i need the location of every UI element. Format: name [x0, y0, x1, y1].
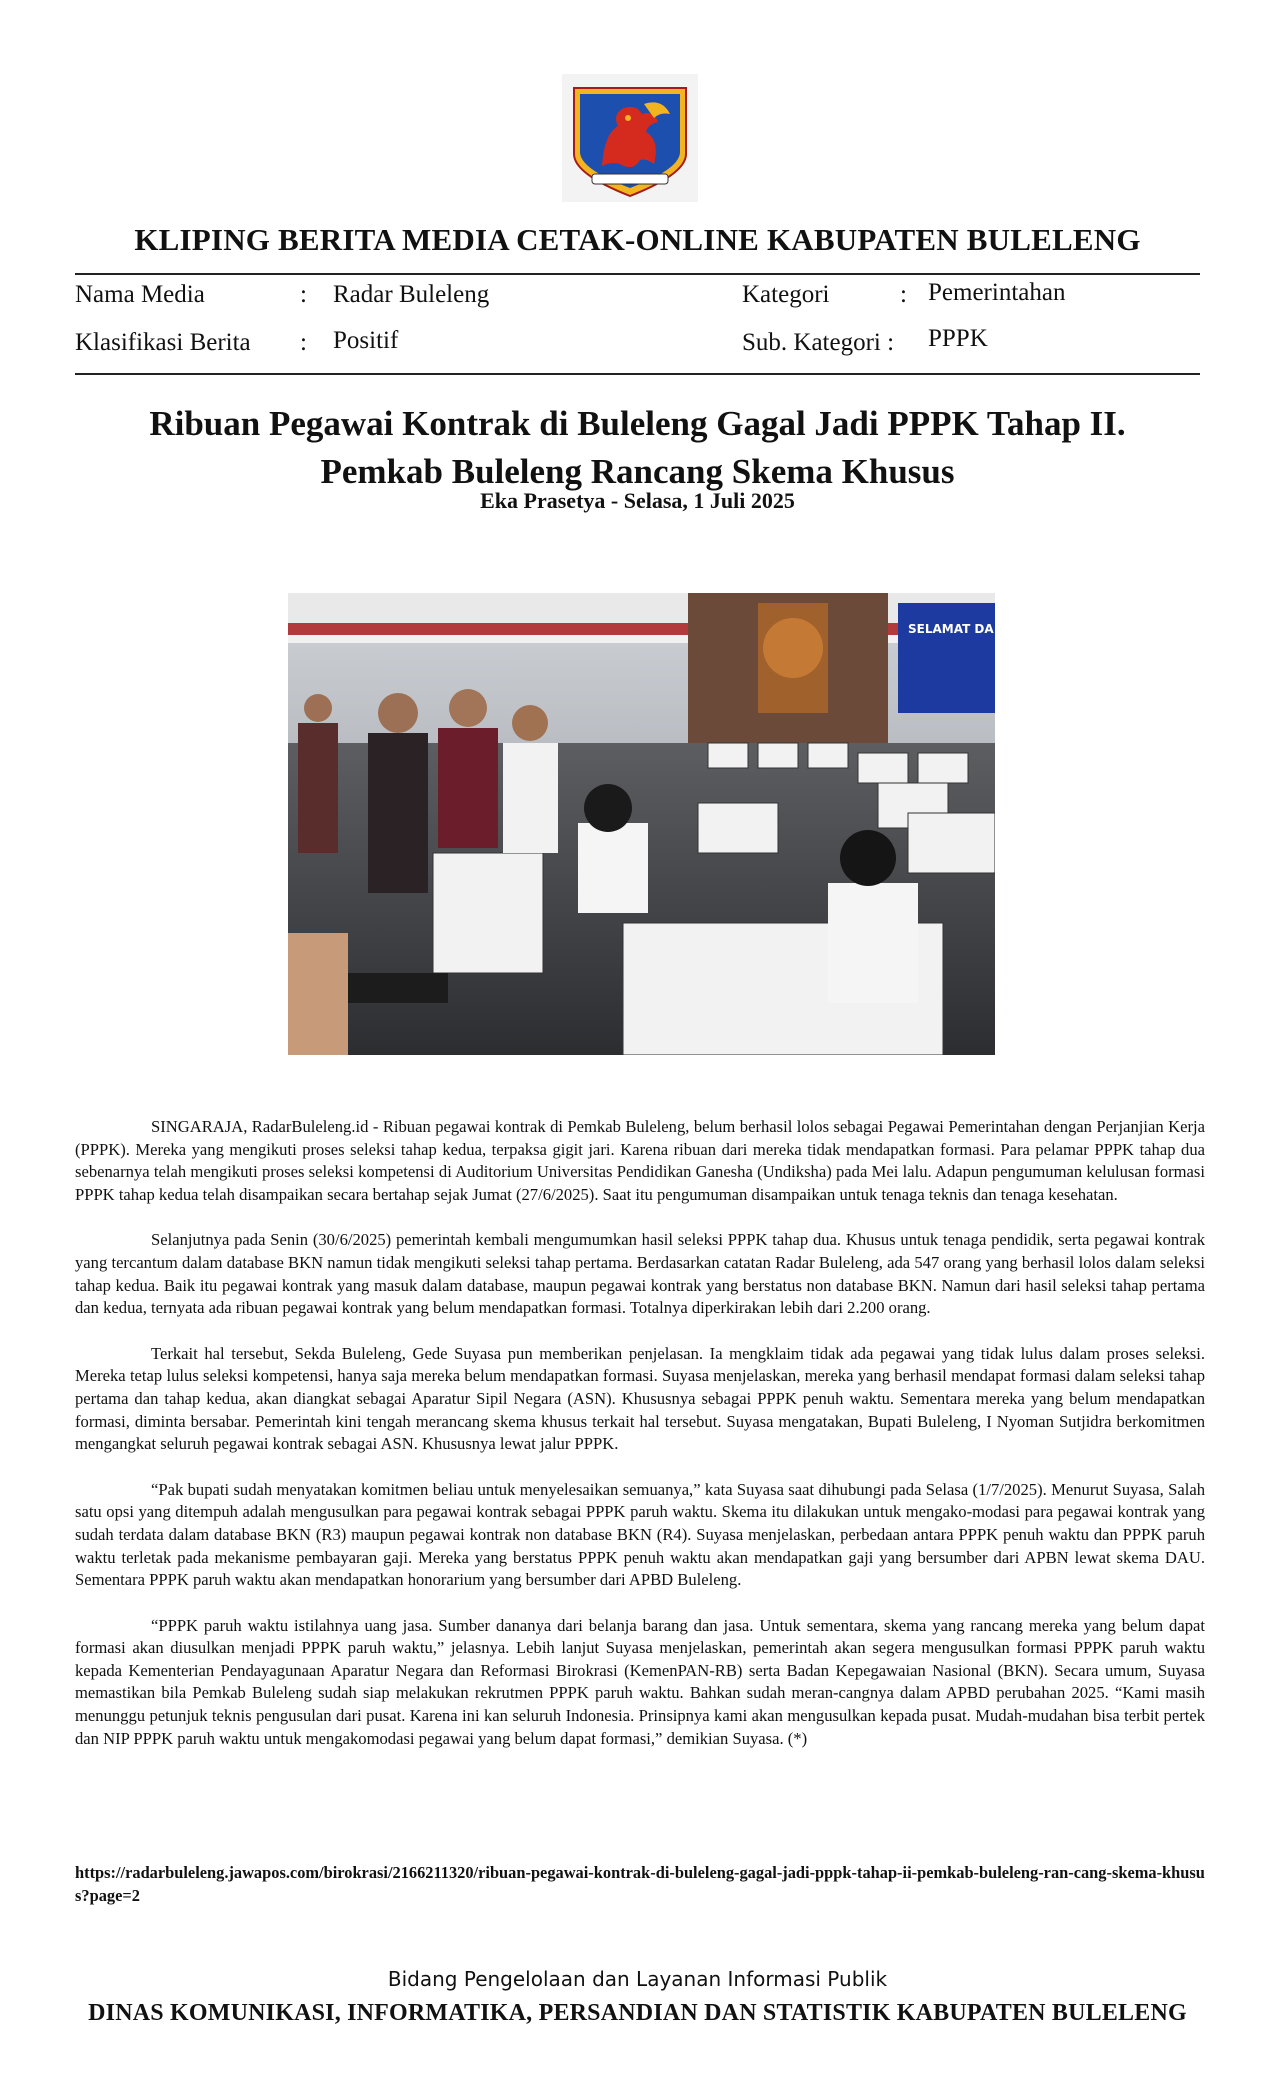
header-rule-top: [75, 273, 1200, 275]
kabupaten-buleleng-logo: [562, 74, 698, 202]
nama-media-colon: :: [300, 281, 307, 308]
kategori-colon: :: [900, 281, 907, 308]
klasifikasi-value: Positif: [333, 327, 399, 354]
article-body: [75, 1116, 1205, 1773]
footer-agency: DINAS KOMUNIKASI, INFORMATIKA, PERSANDIAN DAN STATISTIK KABUPATEN BULELENG: [88, 2000, 1187, 2026]
subkategori-value: PPPK: [928, 325, 988, 352]
article-paragraph-3: Terkait hal tersebut, Sekda Buleleng, Gede Suyasa pun memberikan penjelasan. Ia mengklaim tidak ada pegawai yang tidak lulus dalam proses seleksi. Mereka tetap lulus seleksi kompetensi, hanya saja mereka belum mendapatkan formasi. Suyasa menjelaskan, mereka yang berhasil mendapat formasi dalam seleksi tahap pertama dan tahap kedua, akan diangkat sebagai Aparatur Sipil Negara (ASN). Khususnya sebagai PPPK penuh waktu. Sementara mereka yang belum mendapatkan formasi, diminta bersabar. Pemerintah kini tengah merancang skema khusus terkait hal tersebut. Suyasa mengatakan, Bupati Buleleng, I Nyoman Sutjidra berkomitmen mengangkat seluruh pegawai kontrak sebagai ASN. Khususnya lewat jalur PPPK.: [75, 1343, 1205, 1454]
klasifikasi-label: Klasifikasi Berita: [75, 329, 251, 356]
footer-department: Bidang Pengelolaan dan Layanan Informasi Publik: [387, 1967, 888, 1991]
subkategori-label: Sub. Kategori :: [742, 329, 895, 356]
klasifikasi-colon: :: [300, 329, 307, 356]
document-header-title: KLIPING BERITA MEDIA CETAK-ONLINE KABUPATEN BULELENG: [134, 222, 1141, 257]
article-byline: Eka Prasetya - Selasa, 1 Juli 2025: [480, 488, 795, 513]
headline-line-2: Pemkab Buleleng Rancang Skema Khusus: [320, 452, 955, 491]
headline-line-1: Ribuan Pegawai Kontrak di Buleleng Gagal Jadi PPPK Tahap II.: [149, 404, 1126, 443]
article-paragraph-5: “PPPK paruh waktu istilahnya uang jasa. Sumber dananya dari belanja barang dan jasa. Untuk sementara, skema yang rancang mereka yang belum dapat formasi akan diusulkan menjadi PPPK paruh waktu,” jelasnya. Lebih lanjut Suyasa menjelaskan, pemerintah akan segera mengusulkan formasi PPPK paruh waktu kepada Kementerian Pendayagunaan Aparatur Negara dan Reformasi Birokrasi (KemenPAN-RB) serta Badan Kepegawaian Nasional (BKN). Secara umum, Suyasa memastikan bila Pemkab Buleleng sudah siap melakukan rekrutmen PPPK paruh waktu. Bahkan sudah meran-cangnya dalam APBD perubahan 2025. “Kami masih menunggu petunjuk teknis pengusulan dari pusat. Karena ini kan seluruh Indonesia. Prinsipnya kami akan mengusulkan kepada pusat. Mudah-mudahan bisa terbit pertek dan NIP PPPK paruh waktu untuk mengakomodasi pegawai yang belum dapat formasi,” demikian Suyasa. (*): [75, 1615, 1205, 1748]
photo-screen-text: SELAMAT DA: [908, 622, 994, 636]
article-paragraph-4: “Pak bupati sudah menyatakan komitmen beliau untuk menyelesaikan semuanya,” kata Suyasa saat dihubungi pada Selasa (1/7/2025). Menurut Suyasa, Salah satu opsi yang ditempuh adalah mengusulkan para pegawai kontrak sebagai PPPK paruh waktu. Skema itu dilakukan untuk mengako-modasi para pegawai kontrak yang sudah terdata dalam database BKN (R3) maupun pegawai kontrak non database BKN (R4). Suyasa menjelaskan, perbedaan antara PPPK penuh waktu dan PPPK paruh waktu terletak pada mekanisme pembayaran gaji. Mereka yang berstatus PPPK penuh waktu akan mendapatkan gaji yang bersumber dari APBN lewat skema DAU. Sementara PPPK paruh waktu akan mendapatkan honorarium yang bersumber dari APBD Buleleng.: [75, 1479, 1205, 1590]
article-photo: [288, 593, 995, 1055]
source-url-link[interactable]: https://radarbuleleng.jawapos.com/birokrasi/2166211320/ribuan-pegawai-kontrak-di-buleleng-gagal-jadi-pppk-tahap-ii-pemkab-buleleng-ran-cang-skema-khusus?page=2: [75, 1863, 1205, 1905]
article-paragraph-2: Selanjutnya pada Senin (30/6/2025) pemerintah kembali mengumumkan hasil seleksi PPPK tahap dua. Khusus untuk tenaga pendidik, serta pegawai kontrak yang tercantum dalam database BKN namun tidak mengikuti seleksi tahap pertama. Berdasarkan catatan Radar Buleleng, ada 547 orang yang berhasil lolos dalam seleksi tahap kedua. Baik itu pegawai kontrak yang masuk dalam database, maupun pegawai kontrak yang berstatus non database BKN. Namun dari hasil seleksi tahap pertama dan kedua, ternyata ada ribuan pegawai kontrak yang belum mendapatkan formasi. Totalnya diperkirakan lebih dari 2.200 orang.: [75, 1230, 1205, 1318]
kategori-label: Kategori: [742, 281, 830, 308]
nama-media-label: Nama Media: [75, 281, 205, 308]
article-paragraph-1: SINGARAJA, RadarBuleleng.id - Ribuan pegawai kontrak di Pemkab Buleleng, belum berhasil lolos sebagai Pegawai Pemerintahan dengan Perjanjian Kerja (PPPK). Mereka yang mengikuti proses seleksi tahap kedua, terpaksa gigit jari. Karena ribuan dari mereka tidak mendapatkan formasi. Para pelamar PPPK tahap dua sebenarnya telah mengikuti proses seleksi kompetensi di Auditorium Universitas Pendidikan Ganesha (Undiksha) pada Mei lalu. Adapun pengumuman kelulusan formasi PPPK tahap kedua telah disampaikan secara bertahap sejak Jumat (27/6/2025). Saat itu pengumuman disampaikan untuk tenaga teknis dan tenaga kesehatan.: [75, 1117, 1205, 1204]
header-rule-bottom: [75, 373, 1200, 375]
kategori-value: Pemerintahan: [928, 279, 1066, 306]
nama-media-value: Radar Buleleng: [333, 281, 490, 308]
article-headline: [0, 400, 1275, 496]
